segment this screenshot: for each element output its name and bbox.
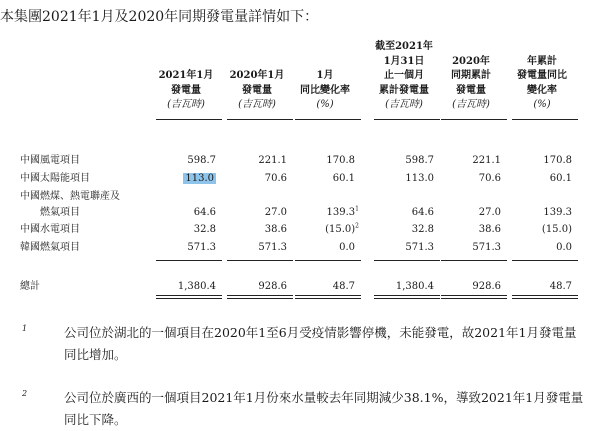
column-header-2 — [221, 40, 293, 113]
column-header-line: 累計發電量 — [379, 84, 429, 96]
table-cell — [405, 173, 434, 185]
column-header-line: 2020年 — [452, 55, 490, 67]
table-cell — [543, 155, 572, 167]
column-unit: (%) — [316, 99, 334, 110]
column-header-3 — [289, 40, 361, 113]
cell-value: 64.6 — [411, 207, 434, 218]
total-rule-bottom — [374, 298, 440, 299]
footnote-text: 公司位於廣西的一個項目2021年1月份來水量較去年同期減少38.1%，導致2021年1月發電量同比下降。 — [64, 390, 584, 427]
total-rule-top — [441, 295, 507, 296]
cell-value: 170.8 — [543, 155, 572, 166]
column-header-line: 1月 — [316, 70, 334, 81]
table-cell — [479, 224, 501, 236]
table-cell — [339, 242, 355, 254]
column-header-line: 年累計 — [527, 55, 557, 67]
total-rule-bottom — [295, 298, 361, 299]
row-label: 中國燃煤、熱電聯產及 — [20, 191, 120, 202]
cell-value: 221.1 — [258, 155, 287, 166]
cell-value: 70.6 — [264, 173, 287, 184]
header-underline — [512, 119, 578, 120]
column-header-line — [435, 40, 507, 55]
cell-value: 598.7 — [187, 155, 216, 166]
table-cell — [194, 207, 216, 219]
subtotal-rule — [512, 260, 578, 261]
total-cell: 1,380.4 — [177, 281, 216, 292]
header-underline — [295, 119, 361, 120]
cell-value: 571.3 — [472, 242, 501, 253]
subtotal-rule — [441, 260, 507, 261]
header-underline — [156, 119, 222, 120]
table-cell — [405, 242, 434, 254]
subtotal-rule — [374, 260, 440, 261]
footnote-number: 1 — [22, 324, 28, 333]
column-header-4 — [368, 40, 440, 113]
subtotal-rule — [156, 260, 222, 261]
cell-value: 0.0 — [339, 242, 355, 253]
table-cell — [187, 242, 216, 254]
cell-value: 38.6 — [264, 224, 287, 235]
column-header-line — [150, 40, 222, 55]
table-cell — [194, 224, 216, 236]
total-cell: 928.6 — [472, 281, 501, 292]
cell-value: (15.0) — [325, 224, 356, 235]
column-header-line: 同比變化率 — [300, 84, 350, 96]
table-cell — [265, 173, 287, 185]
column-header-line: 2020年1月 — [229, 70, 285, 81]
total-cell: 1,380.4 — [395, 281, 434, 292]
table-cell — [325, 224, 359, 236]
table-cell — [326, 155, 355, 167]
cell-value: 598.7 — [405, 155, 434, 166]
total-cell: 928.6 — [258, 281, 287, 292]
column-header-line: 發電量 — [171, 84, 201, 96]
page-heading: 本集團2021年1月及2020年同期發電量詳情如下： — [0, 9, 319, 25]
cell-value: 113.0 — [405, 173, 434, 184]
column-header-line — [289, 55, 361, 70]
table-cell — [472, 242, 501, 254]
footnote-marker: 2 — [355, 222, 359, 230]
total-rule-top — [512, 295, 578, 296]
cell-value: 32.8 — [411, 224, 434, 235]
column-header-6 — [506, 40, 578, 113]
subtotal-rule — [227, 260, 293, 261]
total-label: 總計 — [20, 281, 40, 292]
row-label: 燃氣項目 — [40, 207, 80, 218]
column-header-line: 1月31日 — [383, 55, 425, 67]
table-cell — [405, 155, 434, 167]
table-cell — [543, 207, 572, 219]
column-header-line: 截至2021年 — [375, 41, 433, 52]
table-cell — [333, 173, 355, 185]
column-header-line: 變化率 — [527, 84, 557, 96]
column-header-line — [506, 40, 578, 55]
table-cell — [472, 155, 501, 167]
cell-value: 27.0 — [478, 207, 501, 218]
total-rule-bottom — [156, 298, 222, 299]
column-unit: (%) — [533, 99, 551, 110]
total-rule-top — [156, 295, 222, 296]
column-header-line — [221, 55, 293, 70]
cell-value: 60.1 — [549, 173, 572, 184]
cell-value: 571.3 — [187, 242, 216, 253]
column-header-line: 止一個月 — [384, 70, 424, 81]
column-header-5 — [435, 40, 507, 113]
table-cell — [183, 173, 216, 185]
row-label: 中國水電項目 — [20, 224, 80, 235]
header-underline — [374, 119, 440, 120]
row-label: 中國太陽能項目 — [20, 173, 90, 184]
table-cell — [265, 224, 287, 236]
cell-value: 221.1 — [472, 155, 501, 166]
table-cell — [479, 173, 501, 185]
total-rule-top — [295, 295, 361, 296]
cell-value: 27.0 — [264, 207, 287, 218]
total-rule-bottom — [512, 298, 578, 299]
cell-value: (15.0) — [541, 224, 572, 235]
footnote-number: 2 — [22, 389, 28, 398]
cell-value: 32.8 — [193, 224, 216, 235]
column-header-line — [221, 40, 293, 55]
cell-value: 38.6 — [478, 224, 501, 235]
column-header-line — [150, 55, 222, 70]
table-cell — [265, 207, 287, 219]
column-header-line: 2021年1月 — [158, 70, 214, 81]
header-underline — [227, 119, 293, 120]
footnote-marker: 1 — [355, 205, 359, 213]
column-header-1 — [150, 40, 222, 113]
subtotal-rule — [295, 260, 361, 261]
column-unit: (吉瓦時) — [452, 99, 490, 110]
table-cell — [412, 207, 434, 219]
column-unit: (吉瓦時) — [167, 99, 205, 110]
column-header-line: 發電量同比 — [517, 70, 567, 81]
table-cell — [550, 173, 572, 185]
cell-value: 571.3 — [258, 242, 287, 253]
cell-value: 139.3 — [543, 207, 572, 218]
cell-value: 139.3 — [326, 207, 356, 218]
table-cell — [479, 207, 501, 219]
column-unit: (吉瓦時) — [385, 99, 423, 110]
column-header-line: 同期累計 — [451, 70, 491, 81]
cell-value: 60.1 — [332, 173, 355, 184]
total-cell: 48.7 — [332, 281, 355, 292]
table-cell — [258, 155, 287, 167]
table-cell — [258, 242, 287, 254]
table-cell — [542, 224, 572, 236]
total-cell: 48.7 — [549, 281, 572, 292]
column-header-line — [289, 40, 361, 55]
column-unit: (吉瓦時) — [238, 99, 276, 110]
footnote-text: 公司位於湖北的一個項目在2020年1至6月受疫情影響停機，未能發電，故2021年1月發電量同比增加。 — [64, 325, 577, 362]
total-rule-top — [227, 295, 293, 296]
cell-value: 571.3 — [405, 242, 434, 253]
table-cell — [187, 155, 216, 167]
column-header-line: 發電量 — [456, 84, 486, 96]
table-cell — [327, 207, 359, 219]
total-rule-bottom — [441, 298, 507, 299]
cell-value: 70.6 — [478, 173, 501, 184]
header-underline — [441, 119, 507, 120]
total-rule-top — [374, 295, 440, 296]
table-cell — [556, 242, 572, 254]
column-header-line: 發電量 — [242, 84, 272, 96]
cell-value: 0.0 — [556, 242, 572, 253]
row-label: 中國風電項目 — [20, 155, 80, 166]
cell-value: 64.6 — [193, 207, 216, 218]
cell-value: 113.0 — [185, 173, 214, 184]
row-label: 韓國燃氣項目 — [20, 242, 80, 253]
total-rule-bottom — [227, 298, 293, 299]
cell-value: 170.8 — [326, 155, 355, 166]
table-cell — [412, 224, 434, 236]
